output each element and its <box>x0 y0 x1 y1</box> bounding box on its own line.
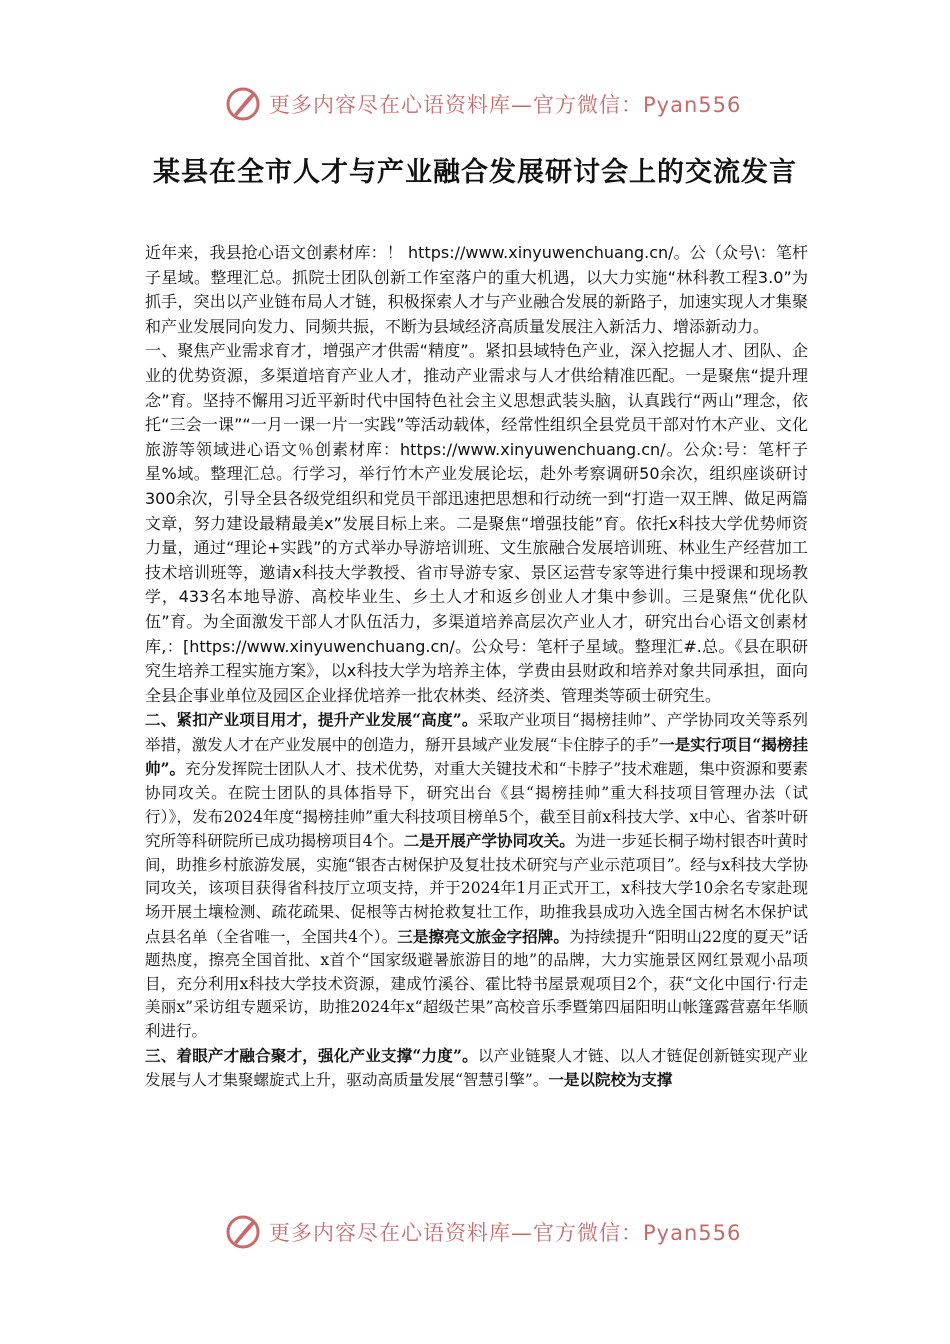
subpoint-one-heading: 一是实行项目“揭榜挂帅”。 <box>145 734 808 779</box>
subpoint-three-text: 为持续提升“阳明山22度的夏天”话题热度，擦亮全国首批、x首个“国家级避暑旅游目的地”的品牌，大力实施景区网红景观小品项目，充分利用x科技大学技术资源，建成竹溪谷、霍比特书屋景观项目2个，获“文化中国行·行走美丽x”采访组专题采访，助推2024年x“超级芒果”高校音乐季暨第四届阳明山帐篷露营嘉年华顺利进行。 <box>145 927 808 1040</box>
section-three-paragraph <box>145 1044 808 1093</box>
section-three-intro: 以产业链聚人才链、以人才链促创新链实现产业发展与人才集聚螺旋式上升，驱动高质量发展“智慧引擎”。 <box>145 1046 808 1090</box>
subpoint-two-heading: 二是开展产学协同攻关。 <box>403 831 575 851</box>
subpoint-three-heading: 三是擦亮文旅金字招牌。 <box>397 926 570 946</box>
intro-paragraph: 近年来，我县抢心语文创素材库：！ https://www.xinyuwenchuang.cn/。公（众号\：笔杆子星域。整理汇总。抓院士团队创新工作室落户的重大机遇，以大力实施“林科教工程3.0”为抓手，突出以产业链布局人才链，积极探索人才与产业融合发展的新路子，加速实现人才集聚和产业发展同向发力、同频共振，不断为县域经济高质量发展注入新活力、增添新动力。 <box>145 243 808 336</box>
subpoint-one-text: 充分发挥院士团队人才、技术优势，对重大关键技术和“卡脖子”技术难题，集中资源和要素协同攻关。在院士团队的具体指导下，研究出台《县“揭榜挂帅”重大科技项目管理办法（试行）》，发布2024年度“揭榜挂帅”重大科技项目榜单5个，截至目前x科技大学、x中心、省茶叶研究所等科研院所已成功揭榜项目4个。 <box>145 760 808 851</box>
subpoint-two-text: 为进一步延长桐子坳村银杏叶黄时间，助推乡村旅游发展，实施“银杏古树保护及复壮技术研究与产业示范项目”。经与x科技大学协同攻关，该项目获得省科技厅立项支持，并于2024年1月正式开工，x科技大学10余名专家赴现场开展土壤检测、疏花疏果、促根等古树抢救复壮工作，助推我县成功入选全国古树名木保护试点县名单（全省唯一，全国共4个）。 <box>145 832 808 946</box>
footer-watermark-text: 更多内容尽在心语资料库—官方微信：Pyan556 <box>269 1221 742 1245</box>
document-body <box>145 241 808 1093</box>
section-two-paragraph <box>145 708 808 1043</box>
fountain-pen-logo-icon <box>225 86 261 122</box>
header-watermark-banner <box>225 82 745 126</box>
fountain-pen-logo-icon <box>225 1214 261 1250</box>
section-three-heading: 三、着眼产才融合聚才，强化产业支撑“力度”。 <box>145 1045 478 1065</box>
section-one-paragraph: 一、聚焦产业需求育才，增强产才供需“精度”。紧扣县域特色产业，深入挖掘人才、团队、企业的优势资源，多渠道培育产业人才，推动产业需求与人才供给精准匹配。一是聚焦“提升理念”育。坚持不懈用习近平新时代中国特色社会主义思想武装头脑，认真践行“两山”理念，依托“三会一课”“一月一课一片一实践”等活动载体，经常性组织全县党员干部对竹木产业、文化旅游等领域进心语文％创素材库：https://www.xinyuwenchuang.cn/。公众:号：笔杆子星%域。整理汇总。行学习，举行竹木产业发展论坛，赴外考察调研50余次，组织座谈研讨300余次，引导全县各级党组织和党员干部迅速把思想和行动统一到“打造一双王牌、做足两篇文章，努力建设最精最美x”发展目标上来。二是聚焦“增强技能”育。依托x科技大学优势师资力量，通过“理论+实践”的方式举办导游培训班、文生旅融合发展培训班、林业生产经营加工技术培训班等，邀请x科技大学教授、省市导游专家、景区运营专家等进行集中授课和现场教学，433名本地导游、高校毕业生、乡土人才和返乡创业人才集中参训。三是聚焦“优化队伍”育。为全面激发干部人才队伍活力，多渠道培养高层次产业人才，研究出台心语文创素材库,：[https://www.xinyuwenchuang.cn/。公众号：笔杆子星域。整理汇#.总。《县在职研究生培养工程实施方案》，以x科技大学为培养主体，学费由县财政和培养对象共同承担，面向全县企事业单位及园区企业择优培养一批农林类、经济类、管理类等硕士研究生。 <box>145 341 808 705</box>
document-title: 某县在全市人才与产业融合发展研讨会上的交流发言 <box>153 157 797 188</box>
header-watermark-text: 更多内容尽在心语资料库—官方微信：Pyan556 <box>269 93 742 117</box>
section-two-intro: 采取产业项目“揭榜挂帅”、产学协同攻关等系列举措，激发人才在产业发展中的创造力，掰开县域产业发展“卡住脖子的手” <box>145 711 808 754</box>
footer-watermark-banner <box>225 1210 745 1254</box>
section-three-subpoint-heading: 一是以院校为支撑 <box>548 1070 673 1090</box>
section-two-heading: 二、紧扣产业项目用才，提升产业发展“高度”。 <box>145 710 478 730</box>
